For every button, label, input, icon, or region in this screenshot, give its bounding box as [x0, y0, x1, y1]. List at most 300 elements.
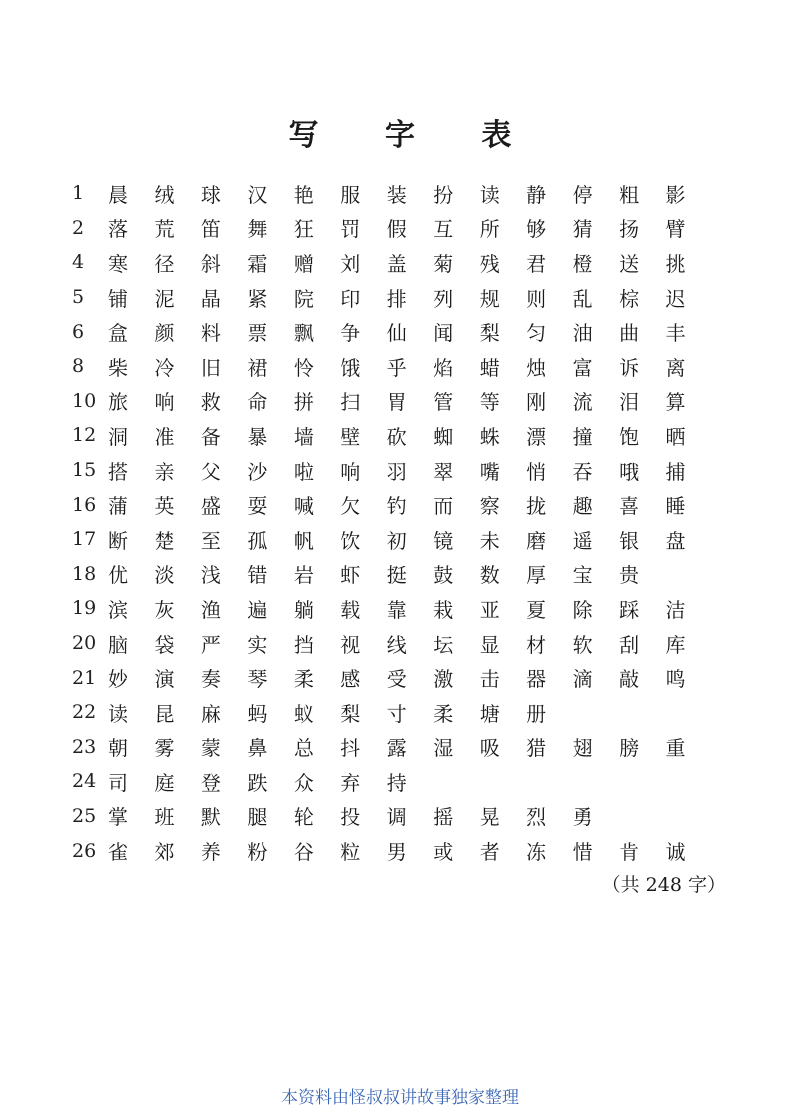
character-cell: 磨 — [526, 528, 547, 553]
character-cell: 数 — [479, 563, 500, 588]
character-cell: 谷 — [293, 840, 314, 865]
character-cell: 实 — [247, 632, 268, 657]
character-cell: 罚 — [340, 217, 361, 242]
character-cell: 弃 — [340, 770, 361, 795]
character-cell: 错 — [247, 563, 268, 588]
character-cell: 富 — [572, 355, 593, 380]
character-cell: 庭 — [154, 770, 175, 795]
row-characters — [108, 732, 712, 761]
character-cell: 塘 — [479, 701, 500, 726]
character-cell: 淡 — [154, 563, 175, 588]
character-cell: 趣 — [572, 494, 593, 519]
character-cell: 载 — [340, 597, 361, 622]
character-table — [72, 176, 712, 868]
character-cell: 嘴 — [479, 459, 500, 484]
character-cell: 影 — [665, 182, 686, 207]
character-cell: 挡 — [293, 632, 314, 657]
character-cell: 虾 — [340, 563, 361, 588]
character-cell: 鸣 — [665, 667, 686, 692]
character-cell: 悄 — [526, 459, 547, 484]
character-cell: 击 — [479, 667, 500, 692]
character-cell: 丰 — [665, 321, 686, 346]
character-cell: 备 — [200, 424, 221, 449]
table-row — [72, 453, 712, 488]
character-cell: 紧 — [247, 286, 268, 311]
row-characters — [108, 629, 712, 658]
character-cell: 响 — [154, 390, 175, 415]
character-cell: 绒 — [154, 182, 175, 207]
character-cell: 挺 — [386, 563, 407, 588]
character-cell: 躺 — [293, 597, 314, 622]
character-cell: 裙 — [247, 355, 268, 380]
character-cell: 烈 — [526, 805, 547, 830]
row-characters — [108, 698, 712, 727]
row-characters — [108, 559, 712, 588]
character-cell: 洞 — [108, 424, 128, 449]
row-number: 15 — [72, 459, 97, 482]
character-cell: 沙 — [247, 459, 268, 484]
table-row — [72, 730, 712, 765]
table-row — [72, 349, 712, 384]
character-cell: 严 — [200, 632, 221, 657]
row-number: 21 — [72, 666, 97, 689]
table-row — [72, 384, 712, 419]
character-cell: 冻 — [526, 840, 547, 865]
character-cell: 蚁 — [293, 701, 314, 726]
character-cell: 翅 — [572, 736, 593, 761]
character-cell: 漂 — [526, 424, 547, 449]
character-cell: 英 — [154, 494, 175, 519]
character-cell: 默 — [200, 805, 221, 830]
character-cell: 假 — [386, 217, 407, 242]
character-cell: 露 — [386, 736, 407, 761]
character-cell: 吞 — [572, 459, 593, 484]
footer-note: 本资料由怪叔叔讲故事独家整理 — [281, 1088, 519, 1108]
character-cell: 膀 — [619, 736, 640, 761]
character-cell: 离 — [665, 355, 686, 380]
character-cell: 抖 — [340, 736, 361, 761]
character-cell: 喜 — [619, 494, 640, 519]
character-cell: 停 — [572, 182, 593, 207]
character-cell: 晒 — [665, 424, 686, 449]
character-cell: 粒 — [340, 840, 361, 865]
character-cell: 初 — [386, 528, 407, 553]
character-cell: 饱 — [619, 424, 640, 449]
character-cell: 养 — [200, 840, 221, 865]
row-number: 24 — [72, 770, 97, 793]
character-cell: 乎 — [386, 355, 407, 380]
character-cell: 泪 — [619, 390, 640, 415]
character-cell: 滨 — [108, 597, 128, 622]
character-cell: 料 — [200, 321, 221, 346]
character-cell: 胃 — [386, 390, 407, 415]
character-cell: 晶 — [200, 286, 221, 311]
row-characters — [108, 490, 712, 519]
character-cell: 荒 — [154, 217, 175, 242]
character-cell: 亲 — [154, 459, 175, 484]
row-number: 16 — [72, 493, 97, 516]
character-cell: 灰 — [154, 597, 175, 622]
character-cell: 救 — [200, 390, 221, 415]
character-cell: 菊 — [433, 251, 454, 276]
character-cell: 滴 — [572, 667, 593, 692]
table-row — [72, 245, 712, 280]
character-cell: 楚 — [154, 528, 175, 553]
character-cell: 宝 — [572, 563, 593, 588]
character-cell: 票 — [247, 321, 268, 346]
character-cell: 男 — [386, 840, 407, 865]
character-cell: 响 — [340, 459, 361, 484]
character-cell: 蜘 — [433, 424, 454, 449]
character-cell: 器 — [526, 667, 547, 692]
character-cell: 父 — [200, 459, 221, 484]
table-row — [72, 487, 712, 522]
character-cell: 或 — [433, 840, 454, 865]
row-characters — [108, 317, 712, 346]
character-cell: 流 — [572, 390, 593, 415]
character-cell: 蜡 — [479, 355, 500, 380]
row-number: 8 — [72, 355, 85, 378]
row-number: 10 — [72, 389, 97, 412]
character-cell: 栽 — [433, 597, 454, 622]
character-cell: 梨 — [479, 321, 500, 346]
table-row — [72, 660, 712, 695]
character-cell: 翠 — [433, 459, 454, 484]
character-cell: 焰 — [433, 355, 454, 380]
character-cell: 乱 — [572, 286, 593, 311]
character-cell: 奏 — [200, 667, 221, 692]
character-cell: 匀 — [526, 321, 547, 346]
character-cell: 狂 — [293, 217, 314, 242]
row-number: 6 — [72, 320, 85, 343]
row-number: 20 — [72, 632, 97, 655]
character-cell: 袋 — [154, 632, 175, 657]
character-cell: 等 — [479, 390, 500, 415]
character-cell: 铺 — [108, 286, 128, 311]
character-cell: 脑 — [108, 632, 128, 657]
character-cell: 列 — [433, 286, 454, 311]
row-number: 25 — [72, 804, 97, 827]
character-cell: 柔 — [433, 701, 454, 726]
row-characters — [108, 352, 712, 381]
character-cell: 盖 — [386, 251, 407, 276]
character-cell: 未 — [479, 528, 500, 553]
character-cell: 喊 — [293, 494, 314, 519]
character-cell: 浅 — [200, 563, 221, 588]
character-cell: 刚 — [526, 390, 547, 415]
character-cell: 欠 — [340, 494, 361, 519]
character-cell: 睡 — [665, 494, 686, 519]
character-cell: 静 — [526, 182, 547, 207]
character-cell: 钓 — [386, 494, 407, 519]
character-cell: 蚂 — [247, 701, 268, 726]
table-row — [72, 211, 712, 246]
character-cell: 而 — [433, 494, 454, 519]
character-cell: 夏 — [526, 597, 547, 622]
character-cell: 装 — [386, 182, 407, 207]
character-cell: 鼻 — [247, 736, 268, 761]
character-cell: 仙 — [386, 321, 407, 346]
character-cell: 够 — [526, 217, 547, 242]
character-cell: 赠 — [293, 251, 314, 276]
character-cell: 昆 — [154, 701, 175, 726]
character-cell: 饿 — [340, 355, 361, 380]
character-cell: 投 — [340, 805, 361, 830]
character-cell: 朝 — [108, 736, 128, 761]
character-cell: 粉 — [247, 840, 268, 865]
character-cell: 诉 — [619, 355, 640, 380]
character-cell: 肯 — [619, 840, 640, 865]
table-row — [72, 418, 712, 453]
row-number: 18 — [72, 562, 97, 585]
character-cell: 旅 — [108, 390, 128, 415]
character-cell: 岩 — [293, 563, 314, 588]
character-cell: 刮 — [619, 632, 640, 657]
character-cell: 司 — [108, 770, 128, 795]
character-cell: 砍 — [386, 424, 407, 449]
character-cell: 感 — [340, 667, 361, 692]
character-cell: 烛 — [526, 355, 547, 380]
character-cell: 盘 — [665, 528, 686, 553]
character-cell: 耍 — [247, 494, 268, 519]
character-cell: 视 — [340, 632, 361, 657]
character-cell: 雀 — [108, 840, 128, 865]
character-cell: 橙 — [572, 251, 593, 276]
character-cell: 墙 — [293, 424, 314, 449]
character-cell: 臂 — [665, 217, 686, 242]
character-cell: 镜 — [433, 528, 454, 553]
row-characters — [108, 179, 712, 208]
character-cell: 迟 — [665, 286, 686, 311]
character-cell: 颜 — [154, 321, 175, 346]
character-cell: 敲 — [619, 667, 640, 692]
character-cell: 刘 — [340, 251, 361, 276]
row-number: 1 — [72, 182, 85, 205]
character-cell: 算 — [665, 390, 686, 415]
character-cell: 印 — [340, 286, 361, 311]
character-cell: 者 — [479, 840, 500, 865]
row-characters — [108, 248, 712, 277]
table-row — [72, 176, 712, 211]
character-cell: 郊 — [154, 840, 175, 865]
table-row — [72, 557, 712, 592]
character-cell: 壁 — [340, 424, 361, 449]
row-characters — [108, 594, 712, 623]
character-cell: 厚 — [526, 563, 547, 588]
character-cell: 湿 — [433, 736, 454, 761]
character-cell: 柴 — [108, 355, 128, 380]
character-cell: 怜 — [293, 355, 314, 380]
character-cell: 优 — [108, 563, 128, 588]
character-cell: 闻 — [433, 321, 454, 346]
total-count: （共 248 字） — [601, 874, 726, 896]
character-cell: 琴 — [247, 667, 268, 692]
row-number: 4 — [72, 251, 85, 274]
character-cell: 妙 — [108, 667, 128, 692]
character-cell: 亚 — [479, 597, 500, 622]
character-cell: 激 — [433, 667, 454, 692]
character-cell: 雾 — [154, 736, 175, 761]
character-cell: 暴 — [247, 424, 268, 449]
character-cell: 扬 — [619, 217, 640, 242]
character-cell: 惜 — [572, 840, 593, 865]
character-cell: 晨 — [108, 182, 128, 207]
character-cell: 斜 — [200, 251, 221, 276]
character-cell: 贵 — [619, 563, 640, 588]
row-number: 19 — [72, 597, 97, 620]
character-cell: 遥 — [572, 528, 593, 553]
character-cell: 除 — [572, 597, 593, 622]
character-cell: 跌 — [247, 770, 268, 795]
character-cell: 油 — [572, 321, 593, 346]
row-number: 22 — [72, 701, 97, 724]
character-cell: 班 — [154, 805, 175, 830]
character-cell: 拢 — [526, 494, 547, 519]
character-cell: 准 — [154, 424, 175, 449]
character-cell: 晃 — [479, 805, 500, 830]
character-cell: 册 — [526, 701, 547, 726]
character-cell: 冷 — [154, 355, 175, 380]
row-characters — [108, 801, 712, 830]
character-cell: 显 — [479, 632, 500, 657]
character-cell: 读 — [479, 182, 500, 207]
table-row — [72, 764, 712, 799]
character-cell: 靠 — [386, 597, 407, 622]
character-cell: 麻 — [200, 701, 221, 726]
character-cell: 泥 — [154, 286, 175, 311]
row-characters — [108, 525, 712, 554]
character-cell: 众 — [293, 770, 314, 795]
character-cell: 径 — [154, 251, 175, 276]
character-cell: 送 — [619, 251, 640, 276]
character-cell: 帆 — [293, 528, 314, 553]
character-cell: 材 — [526, 632, 547, 657]
character-cell: 蒙 — [200, 736, 221, 761]
character-cell: 笛 — [200, 217, 221, 242]
character-cell: 腿 — [247, 805, 268, 830]
character-cell: 球 — [200, 182, 221, 207]
character-cell: 踩 — [619, 597, 640, 622]
character-cell: 遍 — [247, 597, 268, 622]
row-characters — [108, 283, 712, 312]
character-cell: 读 — [108, 701, 128, 726]
character-cell: 啦 — [293, 459, 314, 484]
character-cell: 服 — [340, 182, 361, 207]
character-cell: 库 — [665, 632, 686, 657]
character-cell: 蛛 — [479, 424, 500, 449]
row-number: 5 — [72, 286, 85, 309]
table-row — [72, 799, 712, 834]
character-cell: 落 — [108, 217, 128, 242]
character-cell: 饮 — [340, 528, 361, 553]
character-cell: 扫 — [340, 390, 361, 415]
character-cell: 察 — [479, 494, 500, 519]
table-row — [72, 833, 712, 868]
row-characters — [108, 213, 712, 242]
character-cell: 线 — [386, 632, 407, 657]
character-cell: 总 — [293, 736, 314, 761]
character-cell: 坛 — [433, 632, 454, 657]
character-cell: 演 — [154, 667, 175, 692]
row-number: 26 — [72, 839, 97, 862]
character-cell: 柔 — [293, 667, 314, 692]
character-cell: 规 — [479, 286, 500, 311]
character-cell: 盛 — [200, 494, 221, 519]
character-cell: 孤 — [247, 528, 268, 553]
character-cell: 猎 — [526, 736, 547, 761]
character-cell: 轮 — [293, 805, 314, 830]
row-characters — [108, 836, 712, 865]
character-cell: 调 — [386, 805, 407, 830]
character-cell: 吸 — [479, 736, 500, 761]
table-row — [72, 522, 712, 557]
table-row — [72, 591, 712, 626]
character-cell: 管 — [433, 390, 454, 415]
character-cell: 曲 — [619, 321, 640, 346]
character-cell: 银 — [619, 528, 640, 553]
table-row — [72, 314, 712, 349]
character-cell: 梨 — [340, 701, 361, 726]
character-cell: 捕 — [665, 459, 686, 484]
character-cell: 飘 — [293, 321, 314, 346]
character-cell: 所 — [479, 217, 500, 242]
character-cell: 软 — [572, 632, 593, 657]
table-row — [72, 280, 712, 315]
character-cell: 院 — [293, 286, 314, 311]
row-characters — [108, 421, 712, 450]
character-cell: 撞 — [572, 424, 593, 449]
character-cell: 拼 — [293, 390, 314, 415]
row-characters — [108, 456, 712, 485]
row-characters — [108, 386, 712, 415]
character-cell: 寸 — [386, 701, 407, 726]
character-cell: 排 — [386, 286, 407, 311]
character-cell: 棕 — [619, 286, 640, 311]
character-cell: 粗 — [619, 182, 640, 207]
character-cell: 诚 — [665, 840, 686, 865]
character-cell: 摇 — [433, 805, 454, 830]
character-cell: 残 — [479, 251, 500, 276]
character-cell: 哦 — [619, 459, 640, 484]
character-cell: 受 — [386, 667, 407, 692]
character-cell: 断 — [108, 528, 128, 553]
character-cell: 至 — [200, 528, 221, 553]
row-number: 12 — [72, 424, 97, 447]
character-cell: 登 — [200, 770, 221, 795]
character-cell: 掌 — [108, 805, 128, 830]
character-cell: 羽 — [386, 459, 407, 484]
character-cell: 挑 — [665, 251, 686, 276]
row-number: 23 — [72, 735, 97, 758]
character-cell: 扮 — [433, 182, 454, 207]
character-cell: 勇 — [572, 805, 593, 830]
character-cell: 洁 — [665, 597, 686, 622]
page-title: 写 字 表 — [288, 118, 540, 153]
character-cell: 渔 — [200, 597, 221, 622]
character-cell: 猜 — [572, 217, 593, 242]
character-cell: 舞 — [247, 217, 268, 242]
character-cell: 艳 — [293, 182, 314, 207]
character-cell: 持 — [386, 770, 407, 795]
character-cell: 寒 — [108, 251, 128, 276]
character-cell: 命 — [247, 390, 268, 415]
row-number: 2 — [72, 216, 85, 239]
character-cell: 蒲 — [108, 494, 128, 519]
row-number: 17 — [72, 528, 97, 551]
character-cell: 旧 — [200, 355, 221, 380]
table-row — [72, 626, 712, 661]
character-cell: 互 — [433, 217, 454, 242]
